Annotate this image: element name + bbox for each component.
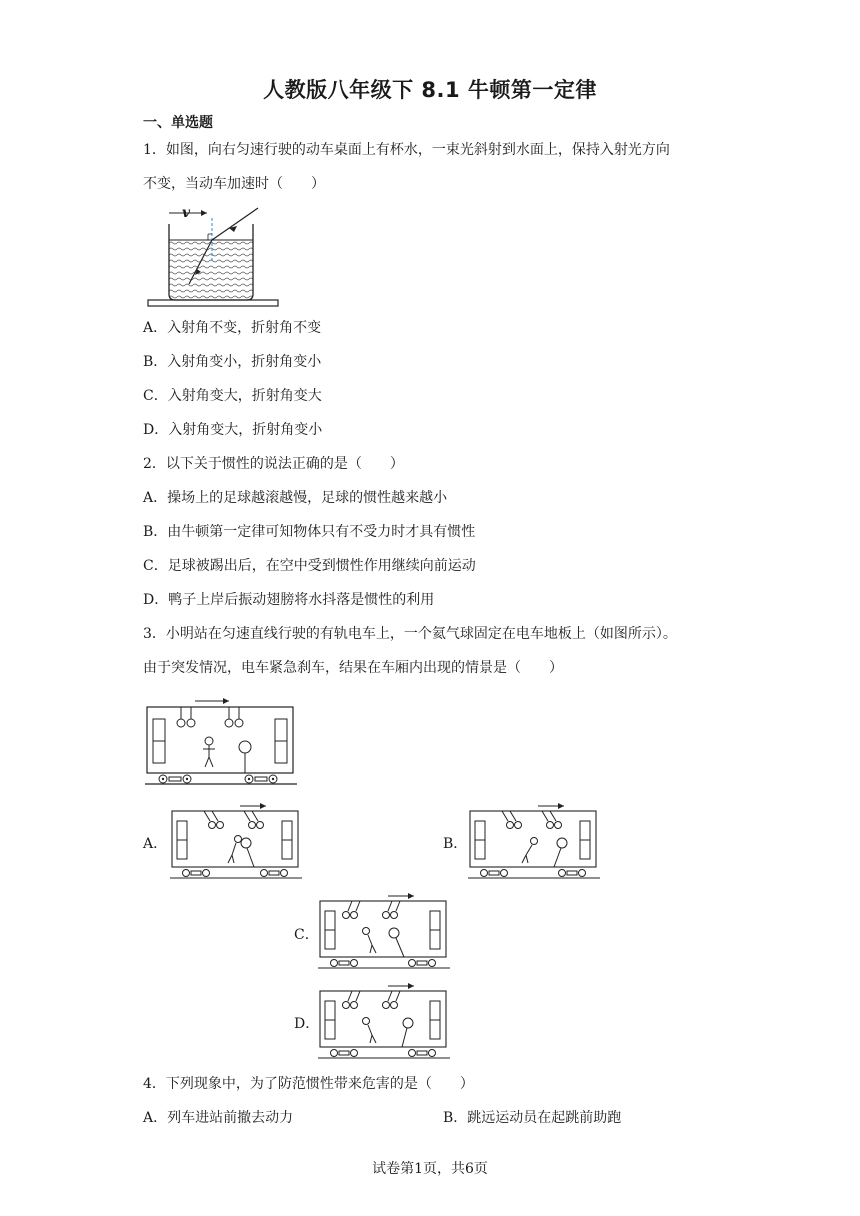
q3-stem-line1: 3．小明站在匀速直线行驶的有轨电车上，一个氦气球固定在电车地板上（如图所示）。 [143,626,677,642]
q1-figure-cup [145,204,281,310]
q2-option-d: D．鸭子上岸后振动翅膀将水抖落是惯性的利用 [143,592,435,608]
q4-stem: 4．下列现象中，为了防范惯性带来危害的是（ ） [143,1076,474,1092]
q2-option-a: A．操场上的足球越滚越慢，足球的惯性越来越小 [143,490,448,506]
q1-stem-line1: 1．如图，向右匀速行驶的动车桌面上有杯水，一束光斜射到水面上，保持入射光方向 [143,142,670,158]
q3-option-a-label: A． [143,836,168,852]
section-heading: 一、单选题 [143,115,213,131]
q3-option-d-label: D． [294,1016,320,1032]
q3-option-b-label: B． [443,836,468,852]
q1-option-c: C．入射角变大，折射角变大 [143,388,322,404]
q4-option-b: B．跳远运动员在起跳前助跑 [443,1110,622,1126]
q1-option-b: B．入射角变小，折射角变小 [143,354,322,370]
q3-stem-line2: 由于突发情况，电车紧急刹车，结果在车厢内出现的情景是（ ） [143,660,563,676]
q3-figure-tram [145,697,297,789]
q2-stem: 2．以下关于惯性的说法正确的是（ ） [143,456,404,472]
q1-option-a: A．入射角不变，折射角不变 [143,320,322,336]
q1-stem-line2: 不变，当动车加速时（ ） [143,176,325,192]
q1-figure-velocity-label: v [182,205,191,221]
q2-option-c: C．足球被踢出后，在空中受到惯性作用继续向前运动 [143,558,476,574]
q4-option-a: A．列车进站前撤去动力 [143,1110,294,1126]
q3-option-d-figure [318,983,450,1063]
q2-option-b: B．由牛顿第一定律可知物体只有不受力时才具有惯性 [143,524,476,540]
q3-option-c-label: C． [294,927,319,943]
q3-option-b-figure [468,803,600,883]
page-footer: 试卷第1页，共6页 [372,1161,488,1177]
page-title: 人教版八年级下 8.1 牛顿第一定律 [263,78,597,102]
q1-option-d: D．入射角变大，折射角变小 [143,422,323,438]
q3-option-a-figure [170,803,302,883]
q3-option-c-figure [318,893,450,973]
